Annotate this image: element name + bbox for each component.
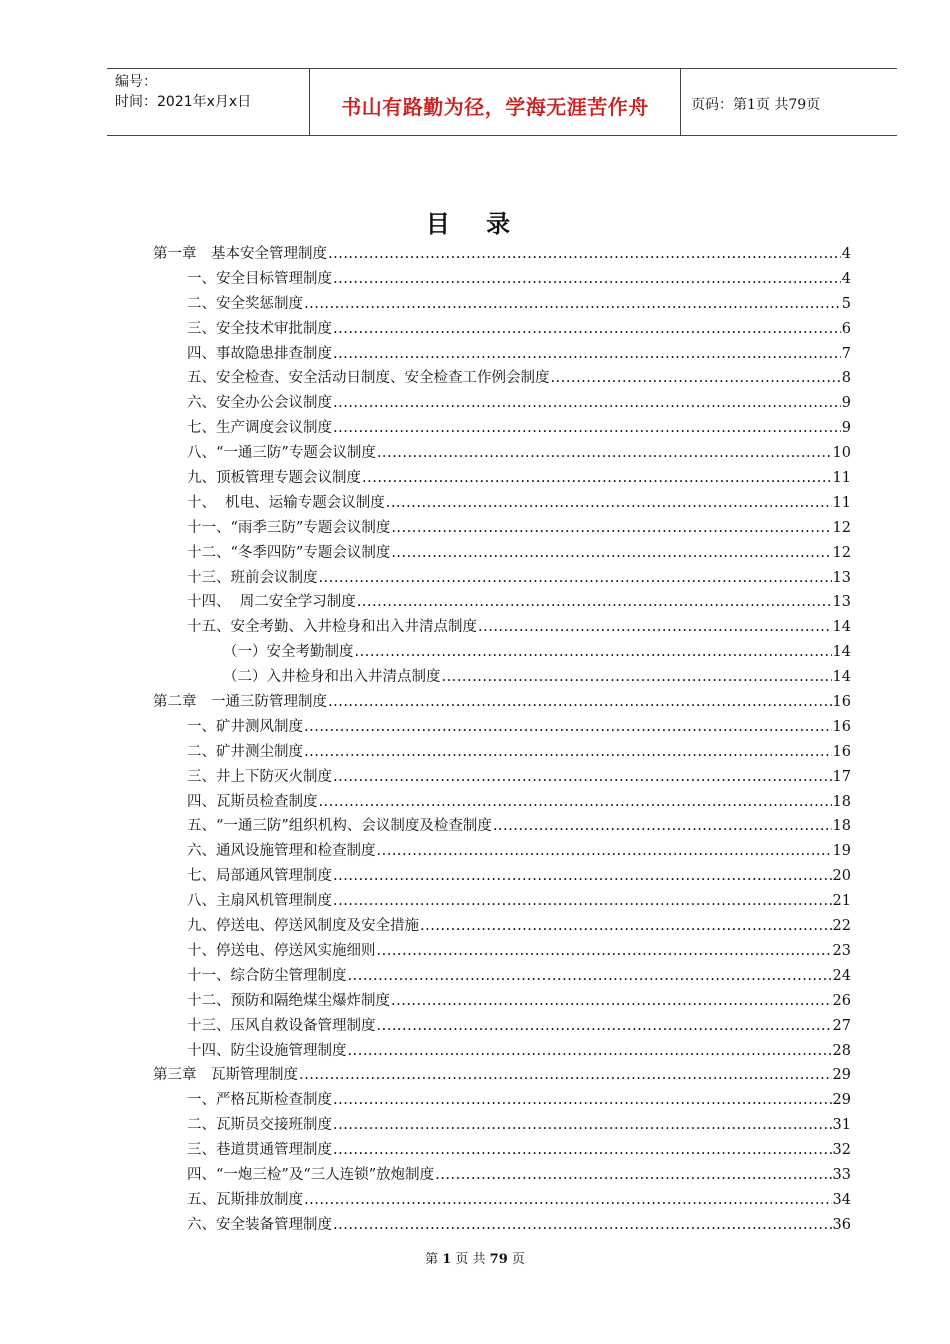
toc-entry[interactable] xyxy=(153,342,851,367)
toc-entry[interactable] xyxy=(153,864,851,889)
toc-entry[interactable] xyxy=(153,1138,851,1163)
toc-dot-leader xyxy=(357,594,832,610)
toc-entry-label: 十三、班前会议制度 xyxy=(187,569,318,586)
toc-entry[interactable] xyxy=(153,665,851,690)
toc-entry-label: 第三章 瓦斯管理制度 xyxy=(153,1067,298,1084)
footer-prefix: 第 xyxy=(425,1252,443,1267)
toc-dot-leader xyxy=(348,968,832,984)
toc-dot-leader xyxy=(304,296,841,312)
toc-dot-leader xyxy=(391,520,831,536)
toc-dot-leader xyxy=(299,1067,832,1083)
toc-entry-label: 二、瓦斯员交接班制度 xyxy=(187,1117,332,1134)
toc-entry-page: 11 xyxy=(832,494,851,511)
toc-dot-leader xyxy=(304,719,832,735)
toc-entry[interactable] xyxy=(153,740,851,765)
toc-dot-leader xyxy=(355,644,832,660)
toc-entry[interactable] xyxy=(153,939,851,964)
toc-entry[interactable] xyxy=(153,267,851,292)
toc-entry-page: 11 xyxy=(832,470,851,487)
toc-entry-page: 28 xyxy=(832,1042,851,1059)
toc-entry-page: 13 xyxy=(832,594,851,611)
toc-entry-page: 16 xyxy=(832,718,851,735)
toc-entry-page: 4 xyxy=(841,270,851,287)
toc-entry[interactable] xyxy=(153,765,851,790)
toc-entry[interactable] xyxy=(153,317,851,342)
toc-dot-leader xyxy=(551,370,841,386)
toc-entry-page: 23 xyxy=(832,942,851,959)
header-page-cell xyxy=(681,69,897,135)
toc-entry[interactable] xyxy=(153,814,851,839)
serial-number-label: 编号： xyxy=(115,74,157,90)
toc-entry-page: 20 xyxy=(832,868,851,885)
toc-dot-leader xyxy=(333,1217,832,1233)
toc-entry-page: 29 xyxy=(832,1067,851,1084)
toc-entry[interactable] xyxy=(153,391,851,416)
toc-entry-label: 三、安全技术审批制度 xyxy=(187,320,332,337)
toc-dot-leader xyxy=(333,1117,832,1133)
toc-entry-page: 13 xyxy=(832,569,851,586)
toc-entry[interactable] xyxy=(153,541,851,566)
toc-dot-leader xyxy=(333,893,832,909)
toc-entry-label: 五、“一通三防”组织机构、会议制度及检查制度 xyxy=(187,818,492,835)
toc-entry-label: 十一、综合防尘管理制度 xyxy=(187,967,347,984)
toc-dot-leader xyxy=(304,1192,832,1208)
toc-dot-leader xyxy=(333,1092,832,1108)
toc-entry-label: 七、生产调度会议制度 xyxy=(187,420,332,437)
toc-entry-label: 三、巷道贯通管理制度 xyxy=(187,1142,332,1159)
toc-entry-label: 三、井上下防灭火制度 xyxy=(187,768,332,785)
toc-entry[interactable] xyxy=(153,715,851,740)
toc-entry[interactable] xyxy=(153,1063,851,1088)
toc-entry[interactable] xyxy=(153,839,851,864)
toc-entry-label: 十、 机电、运输专题会议制度 xyxy=(187,494,385,511)
toc-entry-page: 34 xyxy=(832,1191,851,1208)
toc-entry[interactable] xyxy=(153,491,851,516)
toc-entry[interactable] xyxy=(153,242,851,267)
toc-entry[interactable] xyxy=(153,1088,851,1113)
toc-entry-page: 9 xyxy=(841,395,851,412)
toc-entry[interactable] xyxy=(153,590,851,615)
toc-entry[interactable] xyxy=(153,416,851,441)
toc-dot-leader xyxy=(442,669,832,685)
toc-entry[interactable] xyxy=(153,615,851,640)
toc-entry[interactable] xyxy=(153,1039,851,1064)
toc-entry-label: 十四、 周二安全学习制度 xyxy=(187,594,356,611)
toc-entry-label: 一、安全目标管理制度 xyxy=(187,270,332,287)
toc-dot-leader xyxy=(333,1142,832,1158)
toc-dot-leader xyxy=(391,993,832,1009)
toc-entry-page: 12 xyxy=(832,544,851,561)
toc-entry[interactable] xyxy=(153,790,851,815)
toc-entry-label: 八、“一通三防”专题会议制度 xyxy=(187,445,376,462)
toc-dot-leader xyxy=(333,346,841,362)
toc-entry-label: 十二、预防和隔绝煤尘爆炸制度 xyxy=(187,992,390,1009)
toc-dot-leader xyxy=(328,246,841,262)
toc-entry-label: 一、矿井测风制度 xyxy=(187,718,303,735)
toc-entry-page: 14 xyxy=(832,644,851,661)
toc-dot-leader xyxy=(420,918,832,934)
toc-entry[interactable] xyxy=(153,466,851,491)
toc-entry-label: 第二章 一通三防管理制度 xyxy=(153,694,327,711)
toc-entry-label: 十一、“雨季三防”专题会议制度 xyxy=(187,519,391,536)
toc-dot-leader xyxy=(348,1043,832,1059)
toc-entry[interactable] xyxy=(153,1014,851,1039)
toc-entry-label: 二、安全奖惩制度 xyxy=(187,295,303,312)
toc-entry-page: 14 xyxy=(832,619,851,636)
toc-entry-page: 17 xyxy=(832,768,851,785)
toc-entry-page: 26 xyxy=(832,992,851,1009)
toc-entry-label: （一）安全考勤制度 xyxy=(223,644,354,661)
toc-entry-label: 九、停送电、停送风制度及安全措施 xyxy=(187,918,419,935)
toc-entry-label: 四、“一炮三检”及“三人连锁”放炮制度 xyxy=(187,1166,435,1183)
toc-entry[interactable] xyxy=(153,964,851,989)
footer-middle: 页 共 xyxy=(451,1252,490,1267)
toc-entry[interactable] xyxy=(153,441,851,466)
toc-dot-leader xyxy=(319,570,832,586)
toc-entry-label: 五、瓦斯排放制度 xyxy=(187,1191,303,1208)
toc-entry-page: 4 xyxy=(841,246,851,262)
toc-entry-label: 七、局部通风管理制度 xyxy=(187,868,332,885)
toc-entry-page: 19 xyxy=(832,843,851,860)
table-of-contents xyxy=(153,242,851,1238)
toc-entry-page: 9 xyxy=(841,420,851,437)
toc-entry[interactable] xyxy=(153,889,851,914)
toc-entry-page: 22 xyxy=(832,918,851,935)
toc-entry-label: 六、安全装备管理制度 xyxy=(187,1216,332,1233)
toc-entry-label: 六、安全办公会议制度 xyxy=(187,395,332,412)
toc-entry-page: 18 xyxy=(832,818,851,835)
toc-entry-page: 32 xyxy=(832,1142,851,1159)
toc-entry-label: 十三、压风自救设备管理制度 xyxy=(187,1017,376,1034)
toc-entry-page: 10 xyxy=(832,445,851,462)
toc-dot-leader xyxy=(319,794,832,810)
toc-entry-page: 36 xyxy=(832,1216,851,1233)
toc-entry-page: 7 xyxy=(841,345,851,362)
toc-entry-label: 十四、防尘设施管理制度 xyxy=(187,1042,347,1059)
toc-dot-leader xyxy=(478,619,832,635)
page-footer xyxy=(0,1248,950,1267)
toc-entry-page: 33 xyxy=(832,1166,851,1183)
header-motto: 书山有路勤为径，学海无涯苦作舟 xyxy=(341,95,649,119)
toc-entry-label: （二）入井检身和出入井清点制度 xyxy=(223,669,441,686)
toc-entry-label: 五、安全检查、安全活动日制度、安全检查工作例会制度 xyxy=(187,370,550,387)
toc-dot-leader xyxy=(333,395,841,411)
toc-dot-leader xyxy=(333,868,832,884)
toc-dot-leader xyxy=(362,470,832,486)
toc-entry-page: 24 xyxy=(832,967,851,984)
toc-entry-label: 四、事故隐患排查制度 xyxy=(187,345,332,362)
header-meta-cell xyxy=(107,69,310,135)
toc-dot-leader xyxy=(377,1018,832,1034)
toc-dot-leader xyxy=(333,420,841,436)
toc-dot-leader xyxy=(304,744,832,760)
toc-dot-leader xyxy=(435,1167,831,1183)
toc-entry-page: 12 xyxy=(832,519,851,536)
toc-entry[interactable] xyxy=(153,1213,851,1238)
toc-entry-label: 十、停送电、停送风实施细则 xyxy=(187,942,376,959)
toc-entry[interactable] xyxy=(153,989,851,1014)
toc-entry-label: 四、瓦斯员检查制度 xyxy=(187,793,318,810)
time-label: 时间：2021年x月x日 xyxy=(115,94,252,110)
header-motto-cell xyxy=(310,69,681,135)
toc-entry-page: 16 xyxy=(832,694,851,711)
toc-entry-label: 八、主扇风机管理制度 xyxy=(187,893,332,910)
toc-dot-leader xyxy=(377,445,832,461)
toc-dot-leader xyxy=(377,843,832,859)
toc-entry-page: 21 xyxy=(832,893,851,910)
toc-entry[interactable] xyxy=(153,640,851,665)
toc-entry-label: 十二、“冬季四防”专题会议制度 xyxy=(187,544,391,561)
toc-entry[interactable] xyxy=(153,1163,851,1188)
toc-entry-page: 16 xyxy=(832,743,851,760)
toc-entry-label: 第一章 基本安全管理制度 xyxy=(153,246,327,262)
toc-entry-label: 九、顶板管理专题会议制度 xyxy=(187,470,361,487)
footer-page-number: 1 xyxy=(442,1252,452,1267)
toc-dot-leader xyxy=(333,769,832,785)
toc-entry[interactable] xyxy=(153,1188,851,1213)
footer-total-pages: 79 xyxy=(489,1252,508,1267)
toc-dot-leader xyxy=(333,271,841,287)
toc-entry-page: 31 xyxy=(832,1117,851,1134)
toc-entry[interactable] xyxy=(153,914,851,939)
toc-title: 目 录 xyxy=(425,209,525,238)
toc-dot-leader xyxy=(328,694,832,710)
footer-suffix: 页 xyxy=(507,1252,525,1267)
toc-entry[interactable] xyxy=(153,690,851,715)
toc-entry-label: 二、矿井测尘制度 xyxy=(187,743,303,760)
toc-entry-page: 14 xyxy=(832,669,851,686)
header-page-info: 页码：第1页 共79页 xyxy=(691,97,821,113)
toc-dot-leader xyxy=(493,818,832,834)
toc-entry-page: 29 xyxy=(832,1092,851,1109)
toc-entry-page: 27 xyxy=(832,1017,851,1034)
page-header xyxy=(107,68,897,136)
toc-entry[interactable] xyxy=(153,1113,851,1138)
toc-entry-page: 5 xyxy=(841,295,851,312)
toc-entry[interactable] xyxy=(153,566,851,591)
toc-entry[interactable] xyxy=(153,292,851,317)
toc-entry-label: 六、通风设施管理和检查制度 xyxy=(187,843,376,860)
toc-dot-leader xyxy=(377,943,832,959)
toc-entry-label: 一、严格瓦斯检查制度 xyxy=(187,1092,332,1109)
toc-entry[interactable] xyxy=(153,366,851,391)
toc-entry-page: 8 xyxy=(841,370,851,387)
toc-entry-page: 18 xyxy=(832,793,851,810)
toc-entry[interactable] xyxy=(153,516,851,541)
toc-dot-leader xyxy=(333,321,841,337)
toc-dot-leader xyxy=(386,495,832,511)
toc-dot-leader xyxy=(391,545,831,561)
toc-entry-page: 6 xyxy=(841,320,851,337)
toc-entry-label: 十五、安全考勤、入井检身和出入井清点制度 xyxy=(187,619,477,636)
